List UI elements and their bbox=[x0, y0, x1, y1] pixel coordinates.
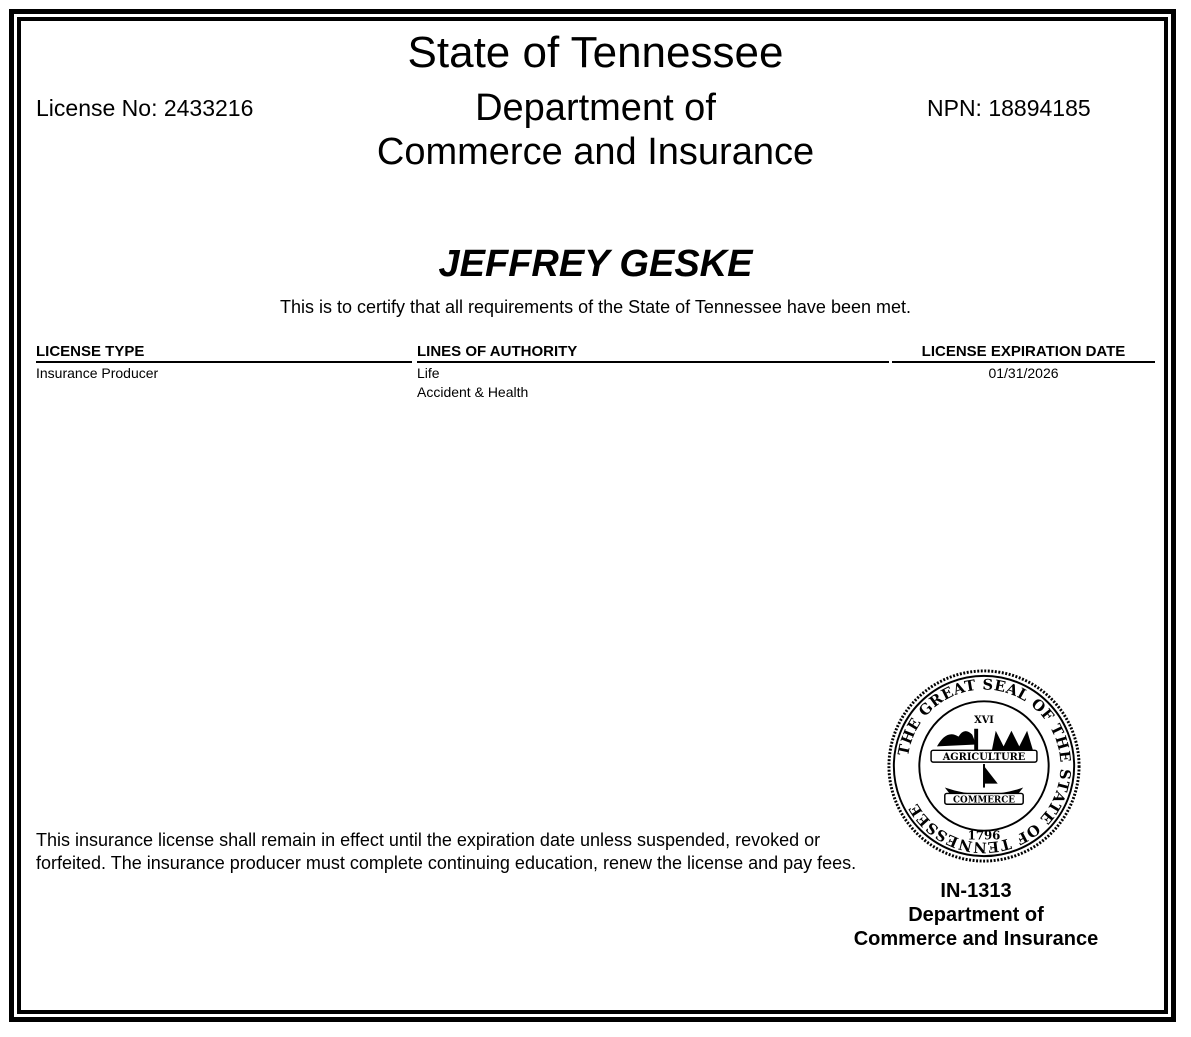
expiration-date-value: 01/31/2026 bbox=[988, 365, 1059, 381]
state-seal-icon bbox=[886, 668, 1082, 864]
license-type-header: LICENSE TYPE bbox=[36, 343, 412, 363]
seal-caption-line1: Department of bbox=[908, 904, 1044, 926]
seal-numeral: XVI bbox=[974, 714, 994, 726]
department-title-line2: Commerce and Insurance bbox=[376, 131, 815, 173]
certification-statement: This is to certify that all requirements of the State of Tennessee have been met. bbox=[279, 297, 911, 317]
license-type-value: Insurance Producer bbox=[36, 365, 159, 381]
license-notice-line1: This insurance license shall remain in effect until the expiration date unless suspended, revoked or bbox=[36, 830, 821, 850]
licensee-name: JEFFREY GESKE bbox=[438, 243, 753, 285]
department-title-line1: Department of bbox=[475, 87, 716, 129]
seal-caption bbox=[826, 879, 1126, 951]
form-code: IN-1313 bbox=[940, 880, 1012, 902]
license-notice bbox=[36, 829, 856, 875]
seal-year: 1796 bbox=[967, 828, 1001, 843]
seal-agriculture-text: AGRICULTURE bbox=[942, 752, 1026, 764]
seal-caption-line2: Commerce and Insurance bbox=[853, 928, 1099, 950]
license-number: License No: 2433216 bbox=[36, 95, 254, 121]
list-item: Accident & Health bbox=[417, 384, 529, 400]
lines-of-authority-header: LINES OF AUTHORITY bbox=[417, 343, 889, 363]
license-notice-line2: forfeited. The insurance producer must complete continuing education, renew the license and pay fees. bbox=[36, 853, 857, 873]
lines-of-authority-list bbox=[417, 364, 528, 402]
npn-number: NPN: 18894185 bbox=[927, 95, 1091, 121]
list-item: Life bbox=[417, 365, 440, 381]
expiration-date-header: LICENSE EXPIRATION DATE bbox=[892, 343, 1155, 363]
seal-ring-text: THE GREAT SEAL OF THE STATE OF TENNESSEE bbox=[895, 676, 1074, 856]
state-title: State of Tennessee bbox=[407, 28, 784, 77]
seal-commerce-text: COMMERCE bbox=[953, 795, 1015, 806]
